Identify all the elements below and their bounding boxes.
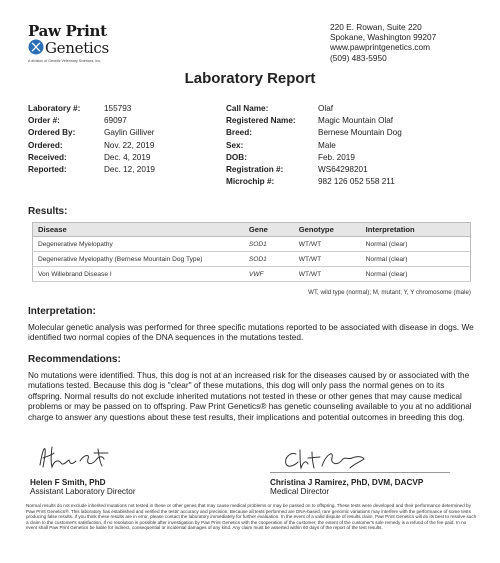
table-row <box>33 267 471 282</box>
dog-info-row <box>226 176 402 188</box>
dog-info-row <box>226 127 402 139</box>
dog-info-row <box>226 103 402 115</box>
paw-dna-icon <box>28 39 44 55</box>
info-value: WS64298201 <box>318 165 368 175</box>
info-value: Bernese Mountain Dog <box>318 128 402 138</box>
cell-genotype: WT/WT <box>294 252 361 267</box>
cell-interpretation: Normal (clear) <box>361 267 471 282</box>
dog-info <box>226 103 402 188</box>
cell-genotype: WT/WT <box>294 237 361 252</box>
signatory-name: Helen F Smith, PhD <box>30 478 106 487</box>
interpretation-text: Molecular genetic analysis was performed for three specific mutations reported to be associated with disease in dogs. We identified two normal copies of the DNA sequences in the mutations tested. <box>28 322 474 343</box>
order-info-row <box>28 140 155 152</box>
cell-disease: Von Willebrand Disease I <box>33 267 244 282</box>
address-website: www.pawprintgenetics.com <box>330 42 431 53</box>
recommendations-text: No mutations were identified. Thus, this dog is not at an increased risk for the diseases caused by or associated with the mutations tested. Because this dog is "clear" of these mutations, this dog will only pass the normal genes on to its offspring. Normal results do not exclude inherited mutations not tested in these or other genes that may cause medical problems or may be passed on to offspring. Paw Print Genetics® has genetic counseling available to you at no additional charge to answer any questions about these test results, their implications and potential outcomes in breeding this dog. <box>28 370 472 422</box>
recommendations-heading: Recommendations: <box>28 354 121 365</box>
column-header-disease: Disease <box>33 223 244 237</box>
cell-disease: Degenerative Myelopathy <box>33 237 244 252</box>
info-label: Reported: <box>28 165 67 175</box>
info-value: Nov. 22, 2019 <box>104 140 155 150</box>
signature-line <box>270 472 450 473</box>
column-header-genotype: Genotype <box>294 223 361 237</box>
signatory-title: Assistant Laboratory Director <box>30 487 136 496</box>
logo-tagline: A division of Genetic Veterinary Sciences, Inc. <box>28 59 102 63</box>
cell-gene: SOD1 <box>244 237 294 252</box>
info-label: Registration #: <box>226 165 284 175</box>
info-label: Order #: <box>28 116 60 126</box>
disclaimer-fine-print: Normal results do not exclude inherited mutations not tested in these or other genes that may cause medical problems or may be passed on to offspring. These tests were developed and their performance determined by Paw Print Genetics®. This laboratory has established and verified the tests' accuracy and precision. Because all tests performed are DNA-based, rare genomic variations may interfere with the performance of some tests producing false results. If you think these results are in error, please contact the laboratory immediately for further evaluation. In the event of a valid dispute of results claim, Paw Print Genetics will do its best to resolve such a claim to the customer's satisfaction. If no resolution is possible after investigation by Paw Print Genetics with the cooperation of the customer, the extent of the customer's sole remedy is a refund of the fee paid. In no event shall Paw Print Genetics be liable for indirect, consequential or incidental damages of any kind. Any claim must be asserted within 60 days of the report of the test results. <box>26 503 477 531</box>
results-heading: Results: <box>28 206 68 217</box>
cell-gene: SOD1 <box>244 252 294 267</box>
company-logo <box>28 22 124 66</box>
address-street: 220 E. Rowan, Suite 220 <box>330 22 422 32</box>
table-row <box>33 237 471 252</box>
info-value: Feb. 2019 <box>318 152 355 162</box>
cell-interpretation: Normal (clear) <box>361 237 471 252</box>
order-info-row <box>28 115 155 127</box>
signatory-title: Medical Director <box>270 487 330 496</box>
helen-smith-signature <box>36 443 116 471</box>
dog-info-row <box>226 115 402 127</box>
order-info-row <box>28 152 155 164</box>
column-header-gene: Gene <box>244 223 294 237</box>
order-info <box>28 103 155 176</box>
info-value: 982 126 052 558 211 <box>318 177 395 187</box>
info-label: Ordered By: <box>28 128 76 138</box>
dog-info-row <box>226 164 402 176</box>
info-label: Microchip #: <box>226 177 275 187</box>
genotype-legend-note: WT, wild type (normal); M, mutant; Y, Y chromosome (male) <box>308 289 471 296</box>
table-row <box>33 252 471 267</box>
info-value: Dec. 12, 2019 <box>104 165 155 175</box>
info-label: Laboratory #: <box>28 104 81 113</box>
info-label: Registered Name: <box>226 116 296 126</box>
info-value: Male <box>318 140 336 150</box>
logo-text-line1: Paw Print <box>28 22 107 40</box>
cell-gene: VWF <box>244 267 294 282</box>
results-table <box>32 222 471 282</box>
address-phone: (509) 483-5950 <box>330 52 387 63</box>
info-label: Call Name: <box>226 104 269 113</box>
order-info-row <box>28 127 155 139</box>
info-value: Olaf <box>318 104 334 113</box>
dog-info-row <box>226 140 402 152</box>
info-value: Dec. 4, 2019 <box>104 152 151 162</box>
order-info-row <box>28 164 155 176</box>
results-header-row <box>33 223 471 237</box>
order-info-row <box>28 103 155 115</box>
info-label: Breed: <box>226 128 252 138</box>
company-address <box>330 22 436 63</box>
cell-disease: Degenerative Myelopathy (Bernese Mountain Dog Type) <box>33 252 244 267</box>
info-value: 69097 <box>104 116 127 126</box>
cell-genotype: WT/WT <box>294 267 361 282</box>
column-header-interpretation: Interpretation <box>361 223 471 237</box>
report-title: Laboratory Report <box>184 70 316 87</box>
signature-block-right <box>270 478 423 496</box>
info-label: Received: <box>28 152 67 162</box>
info-value: 155793 <box>104 104 132 113</box>
christina-ramirez-signature <box>282 446 368 472</box>
info-label: Ordered: <box>28 140 63 150</box>
info-value: Gaylin Gilliver <box>104 128 155 138</box>
dog-info-row <box>226 152 402 164</box>
logo-text-line2: Genetics <box>45 39 109 57</box>
address-city: Spokane, Washington 99207 <box>330 32 437 43</box>
info-label: Sex: <box>226 140 244 150</box>
info-label: DOB: <box>226 152 247 162</box>
signatory-name: Christina J Ramirez, PhD, DVM, DACVP <box>270 478 424 487</box>
interpretation-heading: Interpretation: <box>28 306 96 317</box>
signature-block-left <box>30 478 136 496</box>
info-value: Magic Mountain Olaf <box>318 116 394 126</box>
cell-interpretation: Normal (clear) <box>361 252 471 267</box>
